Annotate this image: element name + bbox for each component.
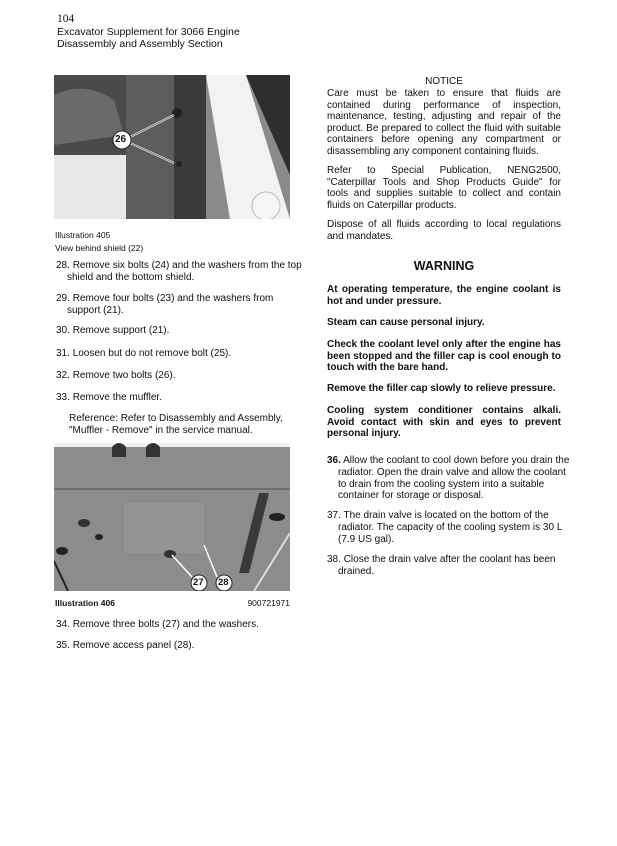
illustration-405-photo	[54, 75, 290, 219]
illustration-406-label: Illustration 406	[55, 598, 115, 608]
reference-note: Reference: Refer to Disassembly and Assembly, "Muffler - Remove" in the service manual.	[69, 413, 283, 436]
illustration-406-photo	[54, 443, 290, 591]
warning-paragraph: Remove the filler cap slowly to relieve pressure.	[327, 383, 556, 394]
access-panel-photo-icon	[54, 443, 290, 591]
step-34: 34. Remove three bolts (27) and the washers.	[56, 619, 259, 630]
callout-26: 26	[115, 134, 127, 145]
step-35: 35. Remove access panel (28).	[56, 640, 195, 651]
step-28: 28. Remove six bolts (24) and the washers from the top shield and the bottom shield.	[56, 260, 302, 283]
callout-27: 27	[193, 577, 204, 588]
section-title: Disassembly and Assembly Section	[57, 38, 223, 50]
exhaust-shield-photo-icon	[54, 75, 290, 219]
step-32: 32. Remove two bolts (26).	[56, 370, 176, 381]
warning-title: WARNING	[413, 259, 475, 273]
step-37: 37. The drain valve is located on the bottom of the radiator. The capacity of the cooling system is 30 L (7.9 US gal).	[327, 510, 563, 545]
warning-paragraph: Steam can cause personal injury.	[327, 317, 485, 328]
notice-paragraph: Refer to Special Publication, NENG2500, "Caterpillar Tools and Shop Products Guide" for tools and supplies suitable to collect and contain fluids on Caterpillar products.	[327, 165, 561, 211]
step-33: 33. Remove the muffler.	[56, 392, 162, 403]
notice-paragraph: Dispose of all fluids according to local regulations and mandates.	[327, 219, 561, 242]
document-title: Excavator Supplement for 3066 Engine	[57, 26, 240, 38]
step-36: 36. Allow the coolant to cool down before you drain the radiator. Open the drain valve and allow the coolant to drain from the cooling system into a suitable container for storage or disposal.	[327, 455, 570, 502]
warning-paragraph: At operating temperature, the engine coolant is hot and under pressure.	[327, 284, 561, 307]
page-number: 104	[57, 13, 75, 25]
step-30: 30. Remove support (21).	[56, 325, 170, 336]
warning-paragraph: Cooling system conditioner contains alkali. Avoid contact with skin and eyes to prevent personal injury.	[327, 405, 561, 440]
callout-28: 28	[218, 577, 229, 588]
step-31: 31. Loosen but do not remove bolt (25).	[56, 348, 232, 359]
warning-paragraph: Check the coolant level only after the engine has been stopped and the filler cap is cool enough to touch with the bare hand.	[327, 339, 561, 374]
step-29: 29. Remove four bolts (23) and the washers from support (21).	[56, 293, 274, 316]
illustration-406-image-id: 900721971	[247, 598, 290, 608]
notice-paragraph: Care must be taken to ensure that fluids are contained during performance of inspection, maintenance, testing, adjusting and repair of the product. Be prepared to collect the fluid with suitable containers before opening any compartment or disassembling any component containing fluids.	[327, 88, 561, 157]
illustration-405-caption: View behind shield (22)	[55, 243, 144, 253]
illustration-405-label: Illustration 405	[55, 230, 111, 240]
notice-title: NOTICE	[425, 76, 463, 87]
step-38: 38. Close the drain valve after the coolant has been drained.	[327, 554, 556, 577]
